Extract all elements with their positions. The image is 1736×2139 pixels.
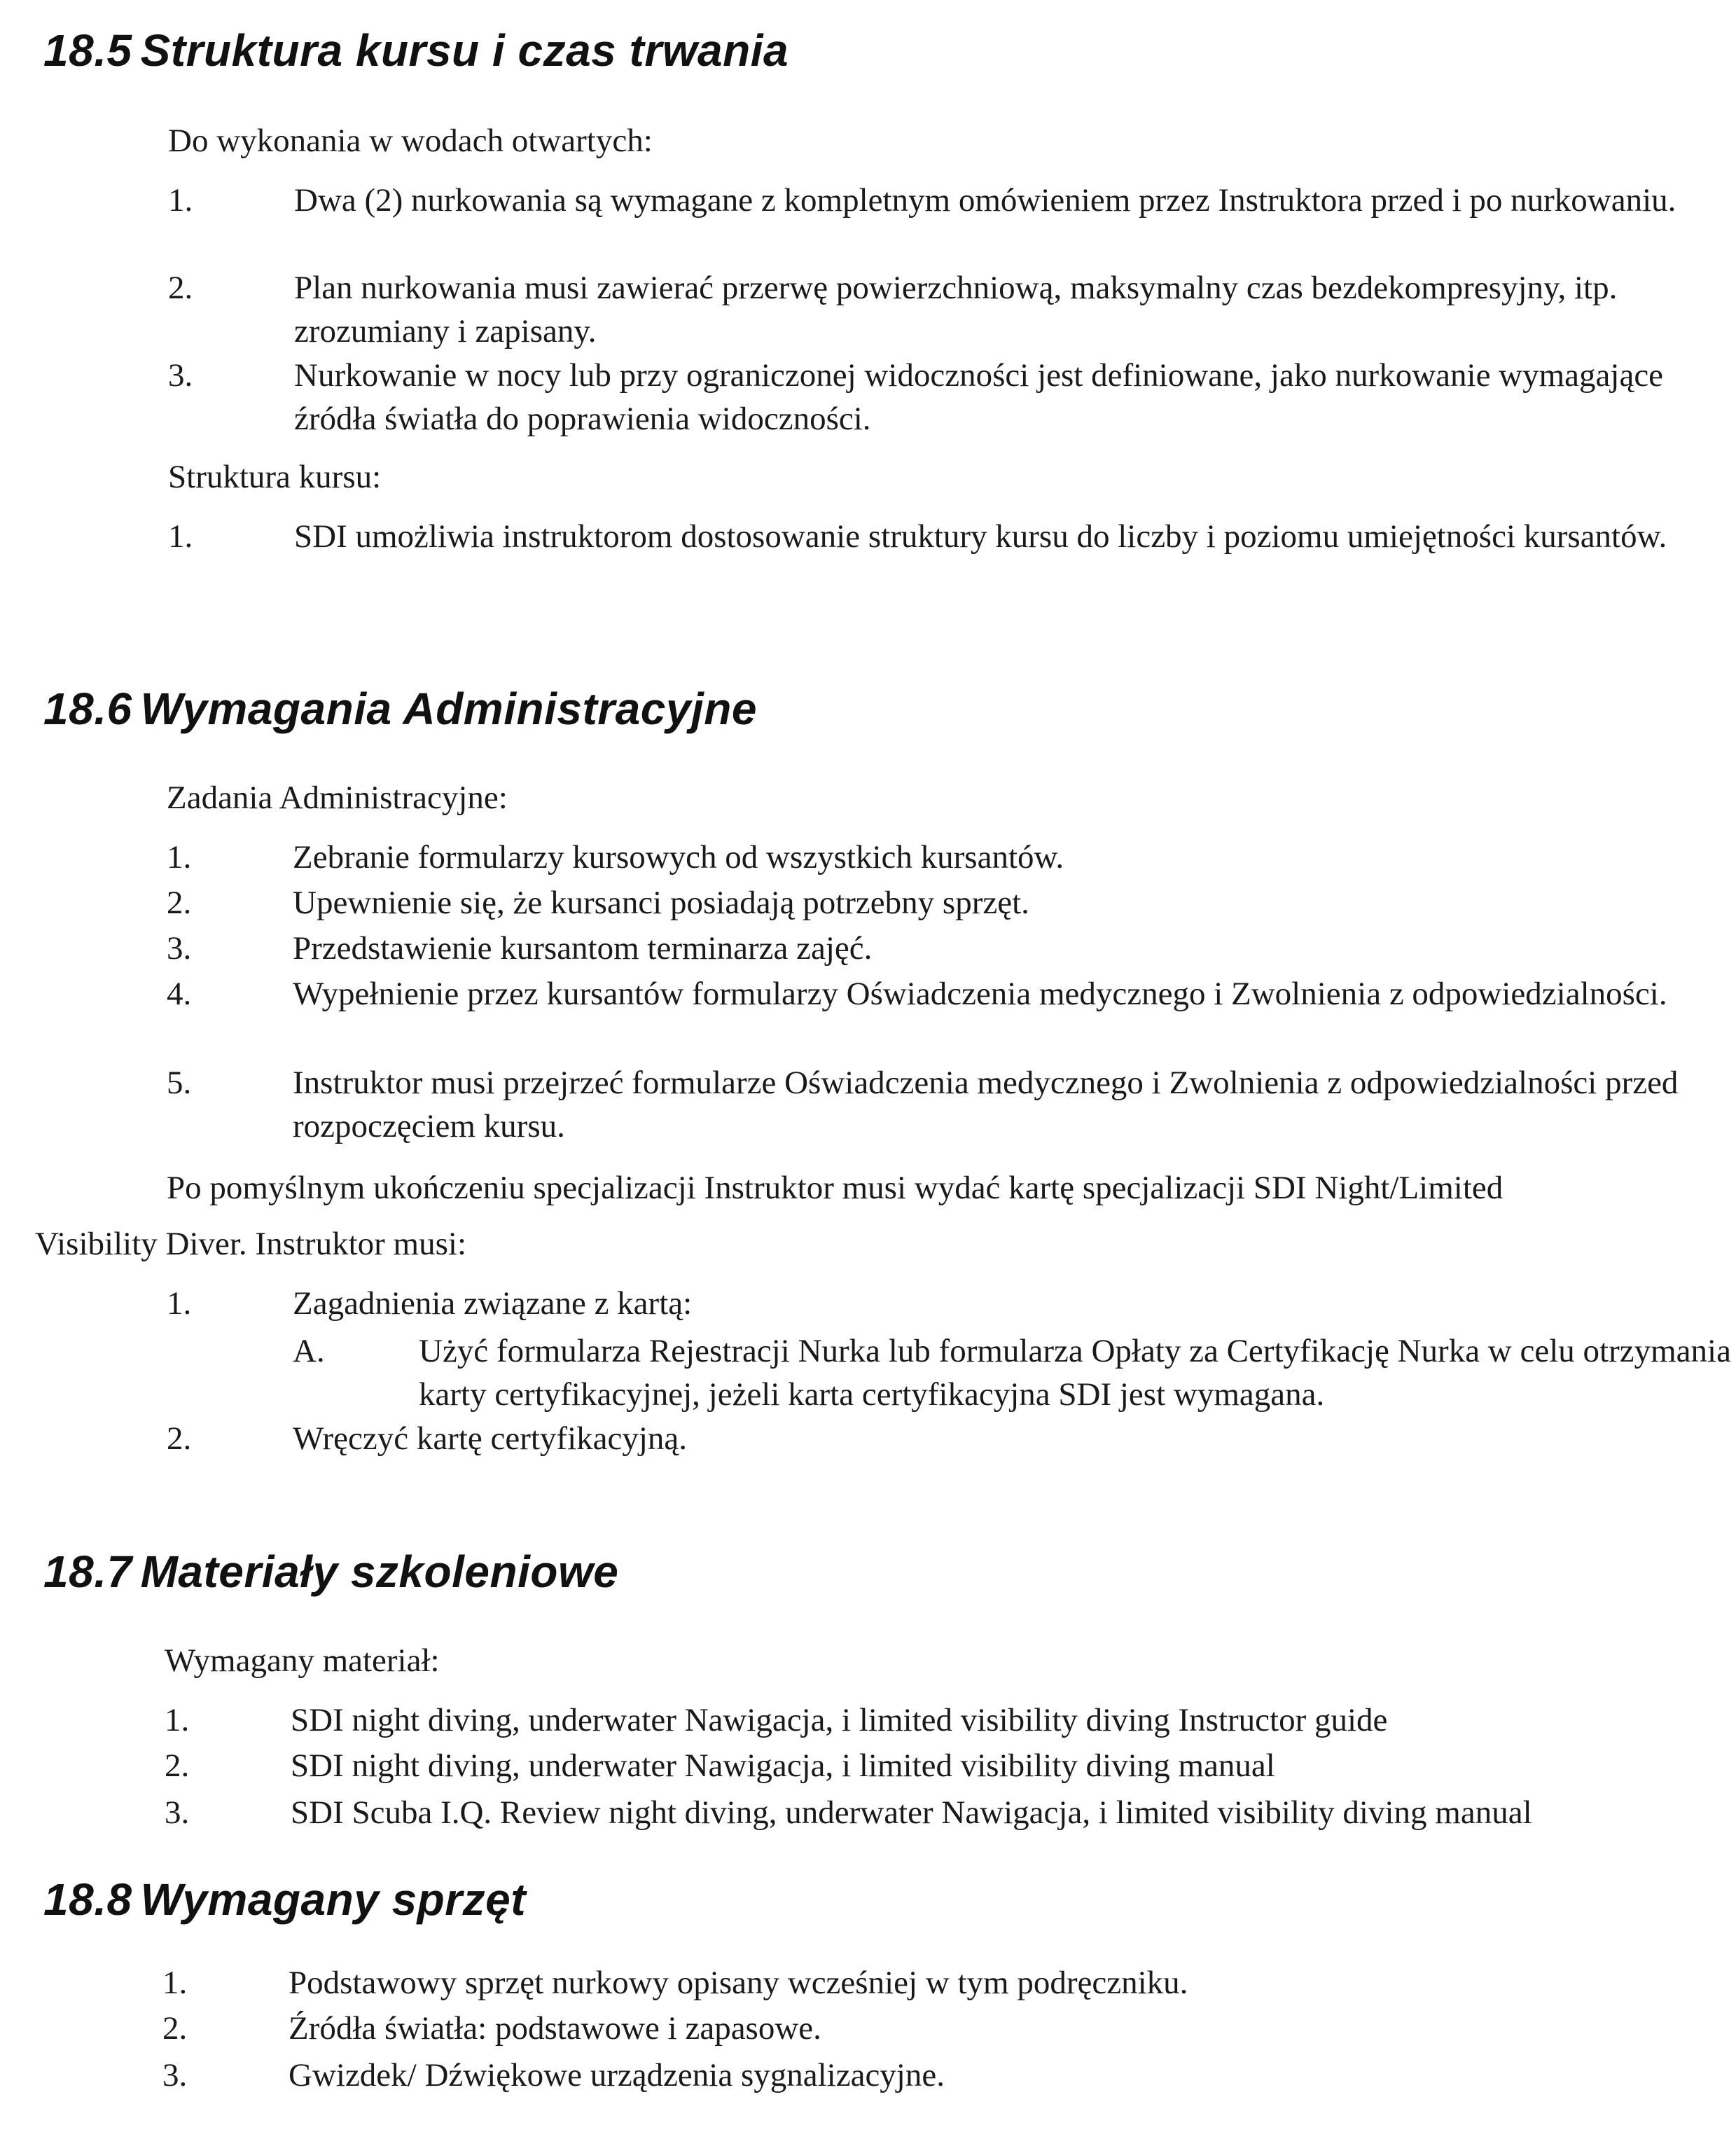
section-heading-18-8	[43, 1874, 527, 1925]
list-number: 5.	[167, 1065, 192, 1101]
paragraph-line: Visibility Diver. Instruktor musi:	[35, 1226, 467, 1262]
section-intro: Wymagany materiał:	[165, 1642, 440, 1679]
list-number: 3.	[168, 357, 193, 394]
paragraph-line: Po pomyślnym ukończeniu specjalizacji Instruktor musi wydać kartę specjalizacji SDI Night/Limited	[167, 1170, 1504, 1206]
section-number: 18.8	[43, 1874, 132, 1925]
section-title: Wymagany sprzęt	[140, 1874, 527, 1925]
section-heading-18-5	[43, 25, 789, 76]
section-intro: Struktura kursu:	[168, 459, 382, 495]
list-text: Nurkowanie w nocy lub przy ograniczonej widoczności jest definiowane, jako nurkowanie wymagające źródła światła do poprawienia widoczności.	[294, 357, 1664, 437]
section-title: Wymagania Administracyjne	[140, 684, 757, 734]
section-intro: Zadania Administracyjne:	[167, 780, 508, 816]
section-heading-18-6	[43, 684, 757, 734]
list-text: Przedstawienie kursantom terminarza zajęć.	[293, 930, 873, 967]
section-title: Struktura kursu i czas trwania	[140, 25, 789, 76]
list-number: 2.	[162, 2010, 188, 2047]
section-number: 18.5	[43, 25, 132, 76]
section-intro: Do wykonania w wodach otwartych:	[168, 123, 653, 159]
list-text: SDI umożliwia instruktorom dostosowanie struktury kursu do liczby i poziomu umiejętności kursantów.	[294, 518, 1667, 555]
list-number: 1.	[165, 1702, 190, 1738]
list-letter: A.	[293, 1333, 325, 1369]
list-text: SDI Scuba I.Q. Review night diving, underwater Nawigacja, i limited visibility diving manual	[291, 1794, 1532, 1831]
list-number: 1.	[167, 1285, 192, 1322]
list-text: Zagadnienia związane z kartą:	[293, 1285, 693, 1322]
list-text: Dwa (2) nurkowania są wymagane z kompletnym omówieniem przez Instruktora przed i po nurkowaniu.	[294, 182, 1676, 219]
list-text: Upewnienie się, że kursanci posiadają potrzebny sprzęt.	[293, 885, 1029, 921]
section-title: Materiały szkoleniowe	[140, 1546, 619, 1597]
list-text: Wręczyć kartę certyfikacyjną.	[293, 1420, 688, 1457]
list-number: 2.	[168, 270, 193, 306]
list-text: Podstawowy sprzęt nurkowy opisany wcześniej w tym podręczniku.	[289, 1965, 1188, 2001]
list-number: 2.	[167, 1420, 192, 1457]
list-text: Zebranie formularzy kursowych od wszystkich kursantów.	[293, 839, 1064, 875]
list-text: Użyć formularza Rejestracji Nurka lub formularza Opłaty za Certyfikację Nurka w celu otrzymania karty certyfikacyjnej, jeżeli karta certyfikacyjna SDI jest wymagana.	[419, 1333, 1731, 1413]
section-number: 18.7	[43, 1546, 132, 1597]
list-text: SDI night diving, underwater Nawigacja, i limited visibility diving manual	[291, 1747, 1275, 1784]
list-number: 3.	[162, 2057, 188, 2093]
list-number: 1.	[167, 839, 192, 875]
list-number: 1.	[162, 1965, 188, 2001]
list-number: 4.	[167, 976, 192, 1012]
list-text: SDI night diving, underwater Nawigacja, i limited visibility diving Instructor guide	[291, 1702, 1388, 1738]
list-number: 3.	[165, 1794, 190, 1831]
list-text: Gwizdek/ Dźwiękowe urządzenia sygnalizacyjne.	[289, 2057, 945, 2093]
list-number: 1.	[168, 182, 193, 219]
list-text: Instruktor musi przejrzeć formularze Oświadczenia medycznego i Zwolnienia z odpowiedzialności przed rozpoczęciem kursu.	[293, 1065, 1679, 1144]
list-text: Plan nurkowania musi zawierać przerwę powierzchniową, maksymalny czas bezdekompresyjny, itp. zrozumiany i zapisany.	[294, 270, 1618, 349]
list-number: 1.	[168, 518, 193, 555]
list-number: 2.	[167, 885, 192, 921]
section-number: 18.6	[43, 684, 132, 734]
list-text: Źródła światła: podstawowe i zapasowe.	[289, 2010, 821, 2047]
list-number: 3.	[167, 930, 192, 967]
list-text: Wypełnienie przez kursantów formularzy Oświadczenia medycznego i Zwolnienia z odpowiedzialności.	[293, 976, 1667, 1012]
list-number: 2.	[165, 1747, 190, 1784]
section-heading-18-7	[43, 1546, 619, 1597]
